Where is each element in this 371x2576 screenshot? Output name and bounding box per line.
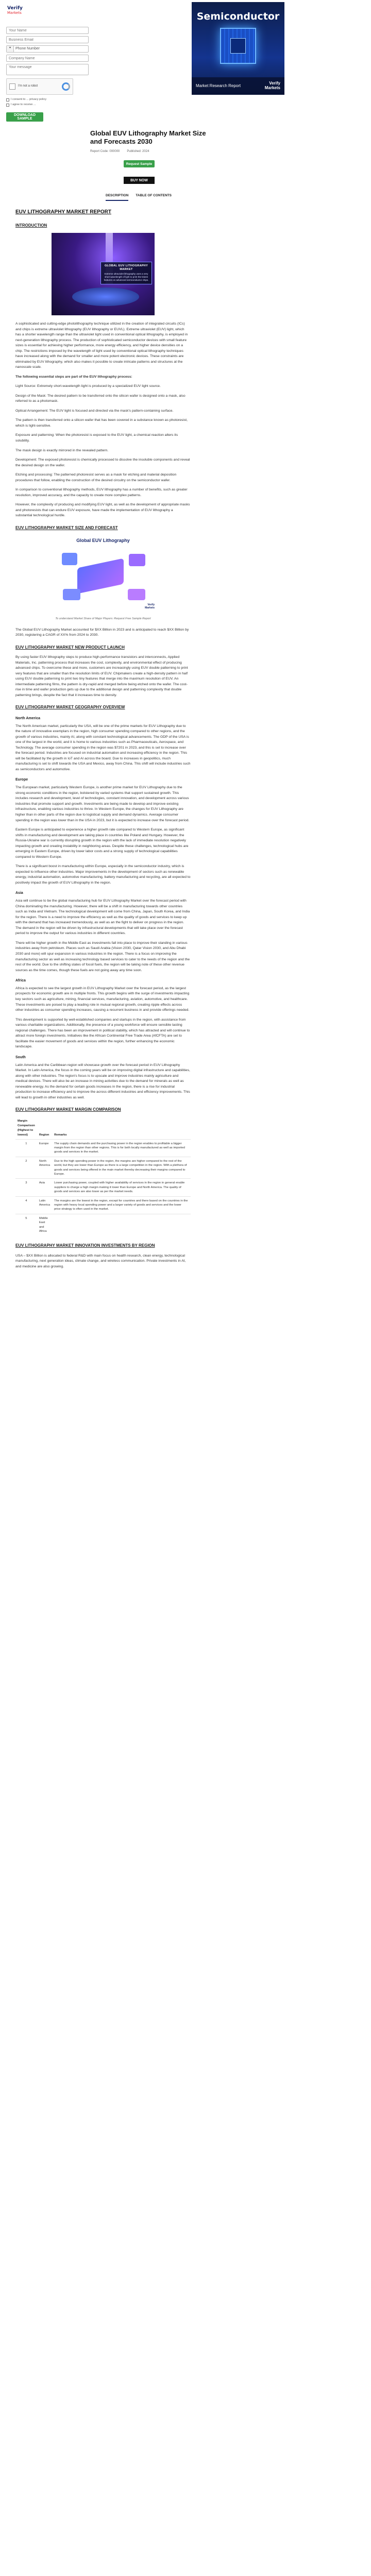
site-logo[interactable] (7, 6, 38, 15)
table-cell: Latin America (37, 1196, 52, 1214)
platform-icon (77, 558, 124, 594)
name-field[interactable] (6, 27, 89, 34)
region-heading: Europe (15, 778, 28, 782)
region-heading: South (15, 1055, 26, 1059)
table-cell: 1 (15, 1139, 37, 1157)
captcha-checkbox[interactable] (9, 83, 15, 90)
table-cell: Europe (37, 1139, 52, 1157)
paragraph: In comparison to conventional lithography methods, EUV lithography has a number of benefits, such as greater resolution, improved accuracy, and the capacity to create more complex patterns. (15, 488, 188, 497)
paragraph: USA – $XX Billion is allocated to federal R&D with main focus on health research, clean energy, technological manufacturing, next generation ideas, climate change, and wireless communication. Private investments in AI, and medicine are also growing. (15, 1253, 186, 1268)
table-header: Margin Comparison (Highest to lowest) (18, 1119, 35, 1137)
table-cell: Asia (37, 1179, 52, 1196)
sample-request-form (6, 27, 96, 122)
buy-now-button[interactable]: BUY NOW (124, 177, 155, 184)
cover-logo-line: Verify (269, 81, 280, 86)
section-heading: INTRODUCTION (15, 223, 47, 228)
report-tabs (106, 193, 371, 201)
paragraph: However, the complexity of producing and modifying EUV light, as well as the development of appropriate masks and photoresists that can endure EUV exposure, have made the implementation of EUV lithography a substantial technological hurdle. (15, 503, 190, 518)
paragraph: Optical Arrangement: The EUV light is focused and directed via the mask's pattern-containing surface. (15, 409, 174, 413)
consent-row-2[interactable] (6, 103, 89, 107)
email-field[interactable] (6, 36, 89, 43)
paragraph: Africa is expected to see the largest growth in EUV Lithography Market over the forecast period, as the largest prospects for economic growth are in multiple fronts. This growth begins with the surge of investments impacting key sectors such as agriculture, mining, financial services, manufacturing, aviation, automotive, and healthcare. These investments are poised to play a leading role in mutual regional growth, creating ripple effects across other industries as consumer spending increases, causing a recurrent business in and provide offerings needed. (15, 986, 190, 1012)
table-header: Remarks (54, 1133, 67, 1137)
main-area (0, 11, 371, 122)
paragraph: By using faster EUV lithography steps to produce high-performance transistors and interconnects, Applied Materials, Inc. patterning process that increases the cost, complexity, and environmental effect of producing advanced chips. To overcome these and more, customers are increasingly using EUV double patterning to print very features that are smaller than the resolution limits of EUV. Chipmakers create a high-density pattern in half using EUV double patterning to print two tiny features that merge into the maximum resolution of EUV. An intermediate patterning films, the pattern is dry-rapid and merged before being etched onto the wafer. The cost-rise in time and wafer production gets up due to the additional design and patterning complexity that double patterning brings, despite the fact that it increases time to density. (15, 655, 188, 697)
consent-text: I consent to ... privacy policy (11, 98, 47, 101)
table-cell: The supply chain demands and the purchasing power in the region enables to profitable a bigger margin from the region than other regions. This is for both locally manufactured as well as imported goods and services in the market. (52, 1139, 191, 1157)
image-caption-title: GLOBAL EUV LITHOGRAPHY MARKET (104, 264, 148, 272)
table-cell: The margins are the lowest in the region, except for countries and there based on the countries in the region with heavy local spending power and a larger variety of goods and services and the lower price strategy is often used in the market. (52, 1196, 191, 1214)
cover-title: Semiconductor (196, 11, 280, 22)
table-header: Region (39, 1133, 49, 1137)
device-icon (62, 553, 77, 565)
report-cover-image (192, 2, 284, 95)
paragraph: Etching and processing: The patterned photoresist serves as a mask for etching and material deposition procedures that follow, enabling the construction of the desired circuitry on the semiconductor wafer. (15, 473, 177, 482)
image-caption-text: Extreme ultraviolet lithography uses a very short wavelength of light to print the tiniest features on advanced semiconductor chips. (104, 273, 149, 281)
paragraph: Latin America and the Caribbean region will showcase growth over the forecast period in EUV Lithography Market. In Latin America, the focus in the coming years will be on improving digital infrastructure and capabilities, along with other industries. The region's focus is to upscale and improve industries mainly agriculture and medical devices. There will also be an increase in mining activities due to the demand for minerals as well as renewable energy. As the demand for certain goods increases in the region, there is a rise for industrial production to increase efficiency and to improve the across different industries and efficiency improvements. This will lead to growth in other industries as well. (15, 1063, 190, 1099)
market-infographic (52, 537, 155, 615)
cover-logo (265, 81, 280, 91)
paragraph: The mask design is exactly mirrored in the revealed pattern. (15, 448, 109, 452)
section-heading: EUV LITHOGRAPHY MARKET MARGIN COMPARISON (15, 1107, 121, 1112)
table-row (15, 1157, 191, 1179)
report-title: Global EUV Lithography Market Size and Forecasts 2030 (90, 129, 206, 146)
paragraph: Exposure and patterning: When the photoresist is exposed to the EUV light, a chemical reaction alters its solubility. (15, 433, 178, 443)
captcha-widget[interactable] (6, 78, 73, 95)
request-sample-button[interactable]: Request Sample (124, 160, 155, 167)
region-heading: North America (15, 716, 40, 720)
table-cell: Middle East and Africa (37, 1214, 52, 1235)
region-heading: Africa (15, 979, 26, 983)
phone-placeholder: Phone Number (15, 47, 40, 50)
paragraph: This development is supported by well-established companies and startups in the region, with assistance from various charitable organizations. Additionally, the presence of a young workforce will ensure sensible lasting regional challenges. There has been an improvement in political stability, which has attracted and will continue to attract more foreign investments. Initiatives like the African Continental Free Trade Area (AfCFTA) are set to facilitate the easier movement of goods and services within the region, further enhancing the economic landscape. (15, 1018, 190, 1049)
consent-text: I agree to receive ... (11, 103, 36, 107)
infographic-logo (145, 604, 155, 609)
table-cell: Due to the high spending power in the region, the margins are higher compared to the rest of the world, but they are lower than Europe as there is a large competition in the region. With a plethora of goods and services being offered in the main market thereby decreasing their margins compared to Europe. (52, 1157, 191, 1179)
table-row (15, 1139, 191, 1157)
table-cell: 5 (15, 1214, 37, 1235)
section-heading: EUV LITHOGRAPHY MARKET GEOGRAPHY OVERVIEW (15, 705, 125, 710)
section-heading: EUV LITHOGRAPHY MARKET INNOVATION INVESTMENTS BY REGION (15, 1243, 155, 1248)
paragraph: Light Source: Extremely short-wavelength light is produced by a specialized EUV light source. (15, 384, 161, 388)
site-header (0, 0, 371, 27)
margin-comparison-table (15, 1117, 191, 1236)
table-row (15, 1196, 191, 1214)
infographic-logo-line: Verify (147, 603, 155, 607)
image-caption-box (100, 262, 152, 284)
country-flag-icon[interactable]: ▾ (7, 46, 14, 52)
cover-logo-line: Markets (264, 86, 280, 90)
paragraph: Asia will continue to be the global manufacturing hub for EUV Lithography Market over the forecast period with China dominating the manufacturing. However, there will be a shift in manufacturing towards other countries such as India and Vietnam. The technological development will come from China, Japan, South Korea, and India for the region. There is a need to improve the efficiency as well as the quality of goods and services to keep up with the demand that has increased tremendously, as well as an the fight to deliver on progress in the region. The demand in the region will be driven by infrastructural developments that will take place over the forecast period to improve the output for various industries in different countries. (15, 899, 190, 936)
paragraph: The North American market, particularly the USA, will be one of the prime markets for EUV Lithography due to the nature of innovative exemplars in the region, high consumer spending compared to other regions, and the growth of various industries, mainly AI, along with constant technological advancements. The GDP of the USA is one of the largest in the world, and it is home to various industries such as Pharmaceuticals, Aerospace, and Technology. The average consumer spending in the region was $7201 in 2023, and this is set to increase over the forecast period. Industries are focused on industrial automation and increasing efficiency in the region. This will be facilitated by the growth in IoT and AI across the board. Due to increases in geopolitics, much manufacturing is set to shift towards the USA and Mexico, away from China. This shift will include industries such as semiconductors and automotive. (15, 724, 191, 771)
table-row (15, 1179, 191, 1196)
download-sample-button[interactable]: DOWNLOAD SAMPLE (6, 112, 43, 122)
infographic-logo-line: Markets (145, 606, 155, 609)
table-cell: Lower purchasing power, coupled with higher availability of services in the region in general enable suppliers to charge a high margin making it lower than Europe and North America. The quality of goods and services are also lower as per the market needs. (52, 1179, 191, 1196)
table-cell: 3 (15, 1179, 37, 1196)
section-heading: EUV LITHOGRAPHY MARKET NEW PRODUCT LAUNCH (15, 645, 125, 650)
table-row (15, 1214, 191, 1235)
report-code: Report Code: 000000 (90, 149, 120, 153)
euv-market-image (52, 233, 155, 315)
logo-text: Verify (7, 6, 23, 11)
recaptcha-logo-icon (62, 82, 70, 91)
table-cell: 4 (15, 1196, 37, 1214)
paragraph: Design of the Mask: The desired pattern to be transferred onto the silicon wafer is designed onto a mask, also referred to as a photomask. (15, 394, 185, 403)
company-field[interactable] (6, 55, 89, 62)
section-heading: EUV LITHOGRAPHY MARKET REPORT (15, 209, 111, 215)
table-header-row (15, 1117, 191, 1139)
tab-description[interactable]: DESCRIPTION (106, 193, 128, 201)
infographic-caption[interactable]: To understand Market Share of Major Players: Request Free Sample Report (55, 617, 151, 621)
paragraph: The pattern is then transferred onto a silicon wafer that has been covered in a substance known as photoresist, which is light-sensitive. (15, 418, 188, 428)
paragraph: There will be higher growth in the Middle East as investments fall into place to improve their standing in various industries away from petroleum. Places such as Saudi Arabia (Vision 2030, Qatar Vision 2030, and Abu Dhabi 2030 and more) will spur expansion in various industries in the region. There is a focus on improving the manufacturing sector as well as increasing technology based services to cater to the needs of the region and the rest of the world. Due to the shifting states of fossil fuels, the region will be taking note of these other revenue sources as the time comes, though these fuels are not going away any time soon. (15, 941, 190, 972)
device-icon (128, 589, 145, 600)
report-date: Published: 2024 (127, 149, 149, 153)
phone-field[interactable] (6, 45, 89, 53)
tab-table-of-contents[interactable]: TABLE OF CONTENTS (136, 194, 172, 198)
consent-checkbox[interactable] (6, 98, 9, 101)
report-meta (90, 149, 371, 154)
message-field[interactable] (6, 64, 89, 75)
paragraph: A sophisticated and cutting-edge photolithography technique utilized in the creation of integrated circuits (ICs) and chips is extreme ultraviolet lithography (EUV lithography or EUVL). Extreme ultraviolet (EUV) light, which has a shorter wavelength range than the ultraviolet light used in conventional optical lithography, is employed in next-generation lithography process. The production of sophisticated semiconductor devices with small feature sizes is essential for achieving higher performance, more energy efficiency, and higher device densities on a chip. The restrictions imposed by the wavelength of light used by conventional optical lithography techniques have increased along with the demand for smaller and more potent electronic devices. These constraints are eliminated by EUV lithography, which also makes it possible to create intricate patterns and structures at the nanoscale scale. (15, 321, 188, 369)
table-cell: 2 (15, 1157, 37, 1179)
device-icon (129, 554, 145, 566)
cover-footer (192, 77, 284, 95)
paragraph: The European market, particularly Western Europe, is another prime market for EUV Lithography due to the strong economic conditions in the region, bolstered by varied systems that support sustained growth. This includes research and development, level of technologies, constant innovation, and development across various industries that promote support and growth. Investments are being made to develop and improve existing infrastructure, enabling various industries to thrive. In Western Europe, the changes for EUV Lithography are higher than in other parts of the region due to logistical supply and demand dynamics. Average consumer spending in the region was lower than in the USA in 2023, but it is expected to increase over the forecast period. (15, 786, 190, 822)
cover-footer-text: Market Research Report (196, 83, 241, 88)
table-cell (52, 1214, 191, 1235)
paragraph: The Global EUV Lithography Market accounted for $XX Billion in 2023 and is anticipated to reach $XX Billion by 2030, registering a CAGR of XX% from 2024 to 2030. (15, 628, 189, 637)
sample-form-column (6, 27, 96, 122)
region-heading: Asia (15, 891, 23, 895)
paragraph: The following essential steps are part of the EUV lithography process: (15, 375, 132, 379)
consent-checkbox[interactable] (6, 104, 9, 107)
table-cell: North America (37, 1157, 52, 1179)
chip-icon (220, 28, 256, 64)
paragraph: There is a significant boost in manufacturing within Europe, especially in the semiconductor industry, which is expected to influence other industries. Major improvements in the development of sectors such as renewable energy, industrial automation, automotive manufacturing, battery manufacturing and recycling, are all expected to positively impact the growth of EUV Lithography in the region. (15, 865, 191, 885)
wafer-icon (72, 287, 139, 306)
paragraph: Eastern Europe is anticipated to experience a higher growth rate compared to Western Europe, as significant shifts in manufacturing and development are taking place in countries like Poland and Hungary. However, the Russia-Ukraine war is currently disrupting growth in the region with the lack of immediate resolution negatively impacting growth and creating instability in neighboring areas. Despite these challenges, technological hubs are emerging in Eastern Europe, driven by lower labor costs and a strong supply of technological capabilities compared to Western Europe. (15, 828, 189, 859)
section-heading: EUV LITHOGRAPHY MARKET SIZE AND FORECAST (15, 525, 118, 530)
paragraph: Development: The exposed photoresist is chemically processed to dissolve the insoluble components and reveal the desired design on the wafer. (15, 458, 190, 467)
logo-subtext: Markets (7, 10, 22, 15)
report-description (0, 208, 371, 1269)
device-icon (63, 589, 80, 600)
consent-row-1[interactable] (6, 98, 89, 101)
report-summary (102, 11, 369, 122)
infographic-title: Global EUV Lithography (76, 538, 130, 544)
captcha-label: I'm not a robot (18, 84, 38, 88)
